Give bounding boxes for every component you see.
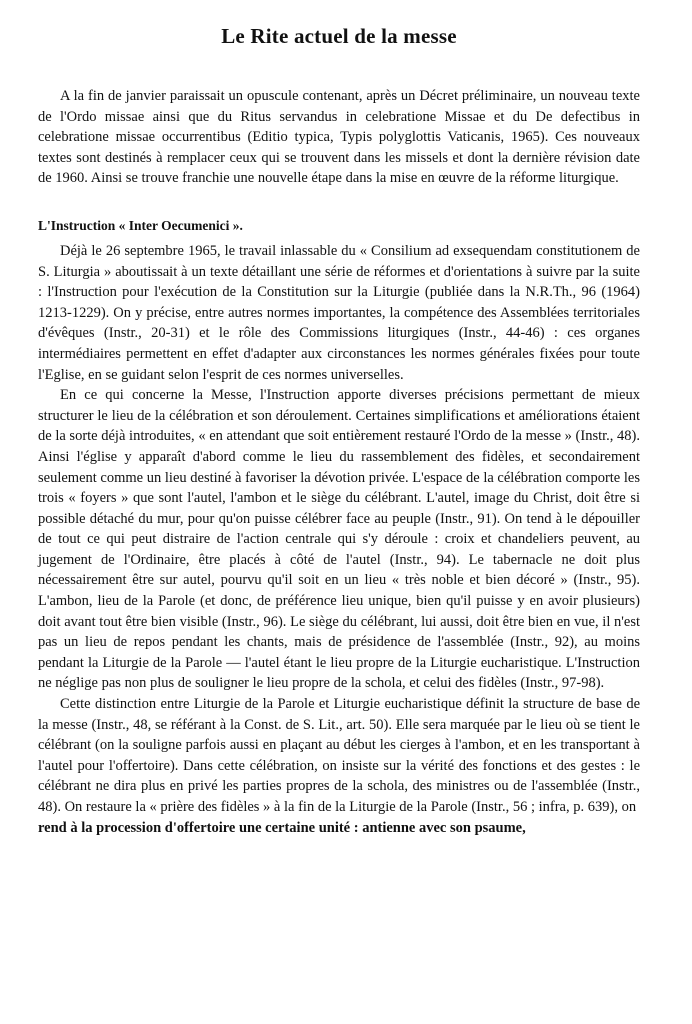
paragraph-messe: En ce qui concerne la Messe, l'Instruction apporte diverses précisions permettant de mieux structurer le lieu de la célébration et son déroulement. Certaines simplifications et améliorations étaient de la sorte déjà introduites, « en attendant que soit entièrement restauré l'Ordo de la messe » (Instr., 48). Ainsi l'église y apparaît d'abord comme le lieu du rassemblement des fidèles, et secondairement seulement comme un lieu destiné à favoriser la dévotion privée. L'espace de la célébration comporte les trois « foyers » que sont l'autel, l'ambon et le siège du célébrant. L'autel, image du Christ, doit être si possible détaché du mur, pour qu'on puisse célébrer face au peuple (Instr., 91). On tend à le dépouiller de tout ce qui peut distraire de l'action centrale qui s'y déroule : croix et chandeliers peuvent, au jugement de l'Ordinaire, être placés à côté de l'autel (Instr., 94). Le tabernacle ne doit plus nécessairement être sur autel, pourvu qu'il soit en un lieu « très noble et bien décoré » (Instr., 95). L'ambon, lieu de la Parole (et donc, de préférence lieu unique, bien qu'il puisse y en avoir plusieurs) doit avant tout être bien visible (Instr., 96). Le siège du célébrant, lui aussi, doit être bien en vue, il n'est pas un lieu de repos pendant les chants, mais de présidence de l'assemblée (Instr., 92), au moins pendant la Liturgie de la Parole — l'autel étant le lieu propre de la Liturgie eucharistique. L'Instruction ne néglige pas non plus de souligner le lieu propre de la schola, et celui des fidèles (Instr., 97-98). (38, 387, 640, 692)
paragraph-intro: A la fin de janvier paraissait un opuscule contenant, après un Décret préliminaire, un nouveau texte de l'Ordo missae ainsi que du Ritus servandus in celebratione Missae et du De defectibus in celebratione missae occurrentibus (Editio typica, Typis polyglottis Vaticanis, 1965). Ces nouveaux textes sont destinés à remplacer ceux qui se trouvent dans les missels et dont la dernière révision date de 1960. Ainsi se trouve franchie une nouvelle étape dans la mise en œuvre de la réforme liturgique. (38, 88, 640, 187)
document-page (38, 22, 640, 838)
paragraph-consilium: Déjà le 26 septembre 1965, le travail inlassable du « Consilium ad exsequendam constitutionem de S. Liturgia » aboutissait à un texte détaillant une série de réformes et d'orientations à suivre par la suite : l'Instruction pour l'exécution de la Constitution sur la Liturgie (publiée dans la N.R.Th., 96 (1964) 1213-1229). On y précise, entre autres normes importantes, la compétence des Assemblées territoriales d'évêques (Instr., 20-31) et le rôle des Commissions liturgiques (Instr., 44-46) : ces organes intermédiaires permettent en effet d'adapter aux circonstances les normes générales fixées pour toute l'Eglise, en se guidant selon l'esprit de ces normes universelles. (38, 242, 640, 383)
page-title: Le Rite actuel de la messe (221, 24, 457, 48)
section-heading: L'Instruction « Inter Oecumenici ». (38, 217, 243, 233)
paragraph-last-line: rend à la procession d'offertoire une certaine unité : antienne avec son psaume, (38, 819, 526, 836)
paragraph-structure: Cette distinction entre Liturgie de la Parole et Liturgie eucharistique définit la structure de base de la messe (Instr., 48, se référant à la Const. de S. Lit., art. 50). Elle sera marquée par le lieu où se tient le célébrant (on la souligne parfois aussi en plaçant au début les cierges à l'ambon, et en les transportant à l'autel pour l'offertoire). Dans cette célébration, on insiste sur la vérité des fonctions et des gestes : le célébrant ne dira plus en privé les parties propres de la schola, des ministres ou de l'assemblée (Instr., 48). On restaure la « prière des fidèles » à la fin de la Liturgie de la Parole (Instr., 56 ; infra, p. 639), on (38, 696, 640, 815)
